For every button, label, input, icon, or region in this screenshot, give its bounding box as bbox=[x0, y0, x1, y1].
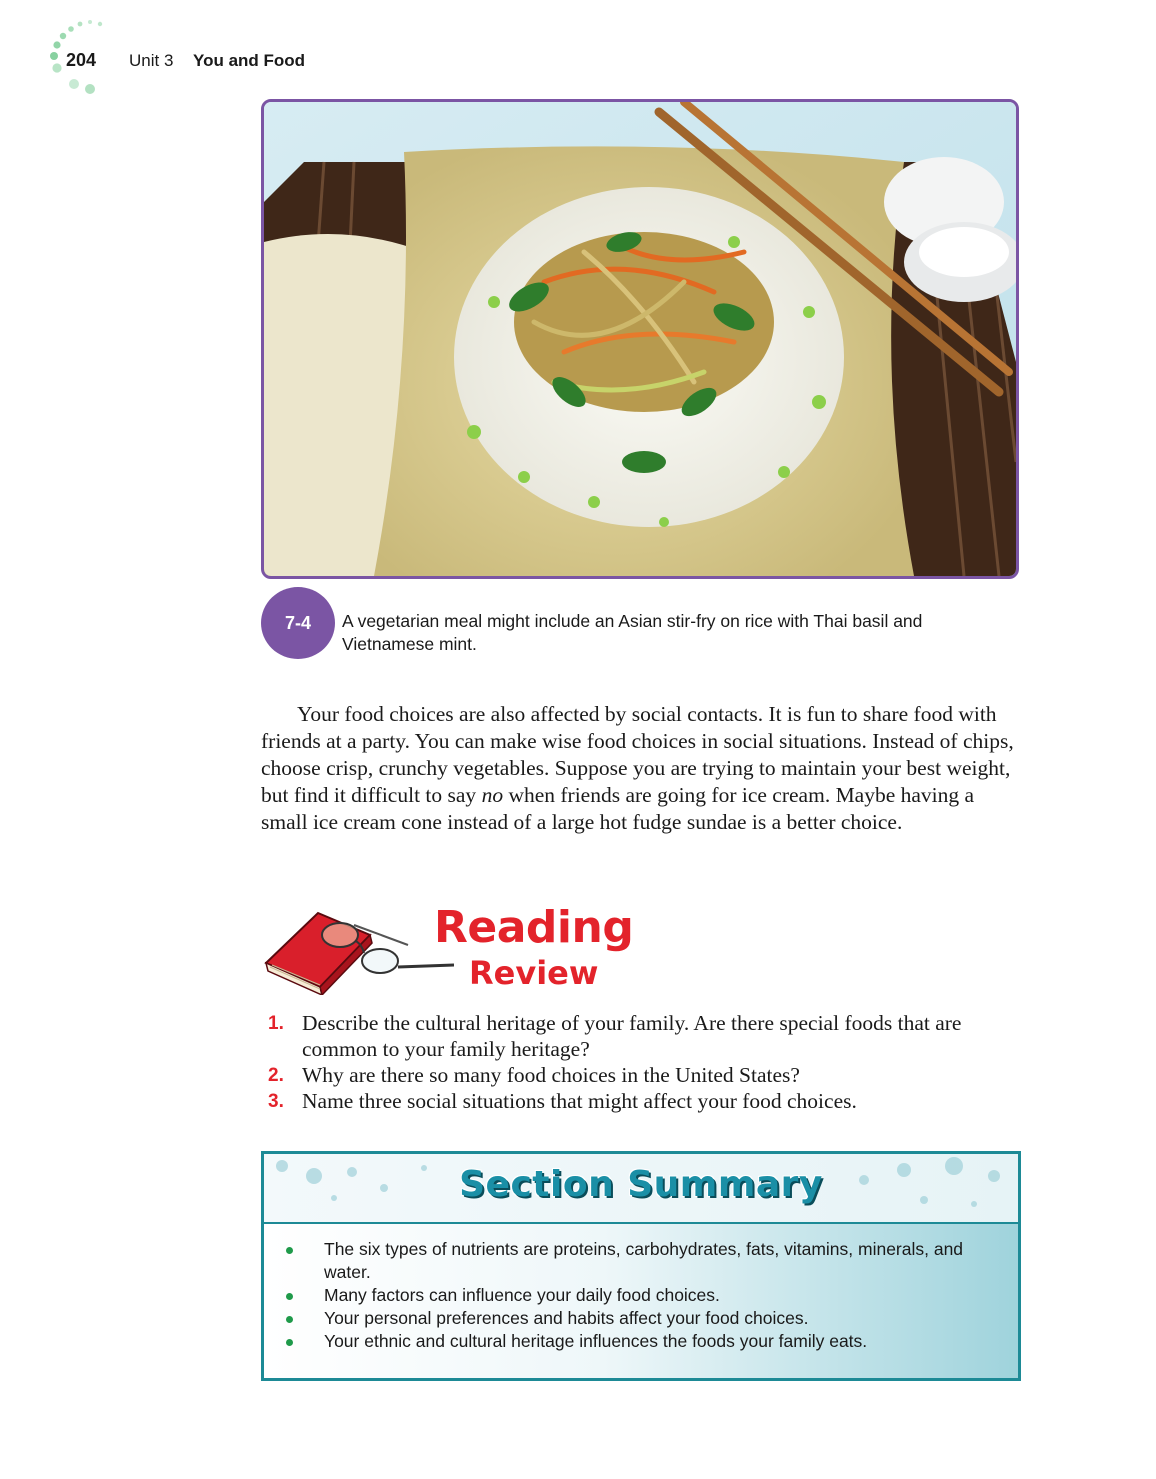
summary-item bbox=[282, 1284, 1002, 1307]
question-number: 1. bbox=[268, 1013, 284, 1034]
review-question bbox=[268, 1088, 1028, 1114]
unit-title: You and Food bbox=[193, 51, 306, 70]
summary-item-text: The six types of nutrients are proteins, carbohydrates, fats, vitamins, minerals, and water. bbox=[324, 1239, 964, 1282]
body-text-part: when friends are going for ice cream. Maybe having a small ice cream cone instead of a large hot fudge sundae is a better choice. bbox=[261, 783, 975, 834]
bullet-icon bbox=[286, 1293, 293, 1300]
review-question bbox=[268, 1062, 1028, 1088]
question-number: 3. bbox=[268, 1091, 284, 1112]
question-number: 2. bbox=[268, 1065, 284, 1086]
review-question bbox=[268, 1010, 1028, 1062]
body-text-italic: no bbox=[481, 783, 504, 807]
reading-review-subtitle: Review bbox=[469, 954, 599, 992]
bullet-icon bbox=[286, 1339, 293, 1346]
page-number: 204 bbox=[66, 50, 97, 70]
review-question-list bbox=[268, 1010, 1028, 1114]
stir-fry-photo bbox=[261, 99, 1019, 579]
body-paragraph bbox=[261, 701, 1021, 836]
summary-item-text: Many factors can influence your daily food choices. bbox=[324, 1285, 720, 1305]
summary-item bbox=[282, 1307, 1002, 1330]
summary-list bbox=[282, 1238, 1002, 1353]
figure-caption: A vegetarian meal might include an Asian stir-fry on rice with Thai basil and Vietnamese mint. bbox=[342, 611, 923, 654]
bullet-icon bbox=[286, 1316, 293, 1323]
summary-item bbox=[282, 1330, 1002, 1353]
summary-item-text: Your ethnic and cultural heritage influences the foods your family eats. bbox=[324, 1331, 868, 1351]
section-summary-header bbox=[264, 1154, 1018, 1224]
figure-number-badge: 7-4 bbox=[261, 587, 335, 659]
summary-item bbox=[282, 1238, 1002, 1284]
summary-item-text: Your personal preferences and habits affect your food choices. bbox=[324, 1308, 809, 1328]
unit-label: Unit 3 bbox=[129, 51, 174, 70]
book-and-glasses-icon bbox=[258, 905, 454, 995]
question-text: Name three social situations that might affect your food choices. bbox=[302, 1089, 857, 1113]
question-text: Describe the cultural heritage of your family. Are there special foods that are common to your family heritage? bbox=[302, 1011, 962, 1061]
section-summary-title: Section Summary bbox=[459, 1164, 823, 1205]
reading-review-title: Reading bbox=[434, 902, 634, 953]
bullet-icon bbox=[286, 1247, 293, 1254]
question-text: Why are there so many food choices in the United States? bbox=[302, 1063, 800, 1087]
body-text-part: Your food choices are also affected by social contacts. It is fun to share food with friends at a party. You can make wise food choices in social situations. Instead of chips, choose crisp, crunchy vegetables. Suppose you are trying to maintain your best weight, but find it difficult to say bbox=[261, 702, 1014, 807]
section-summary-box bbox=[261, 1151, 1021, 1381]
